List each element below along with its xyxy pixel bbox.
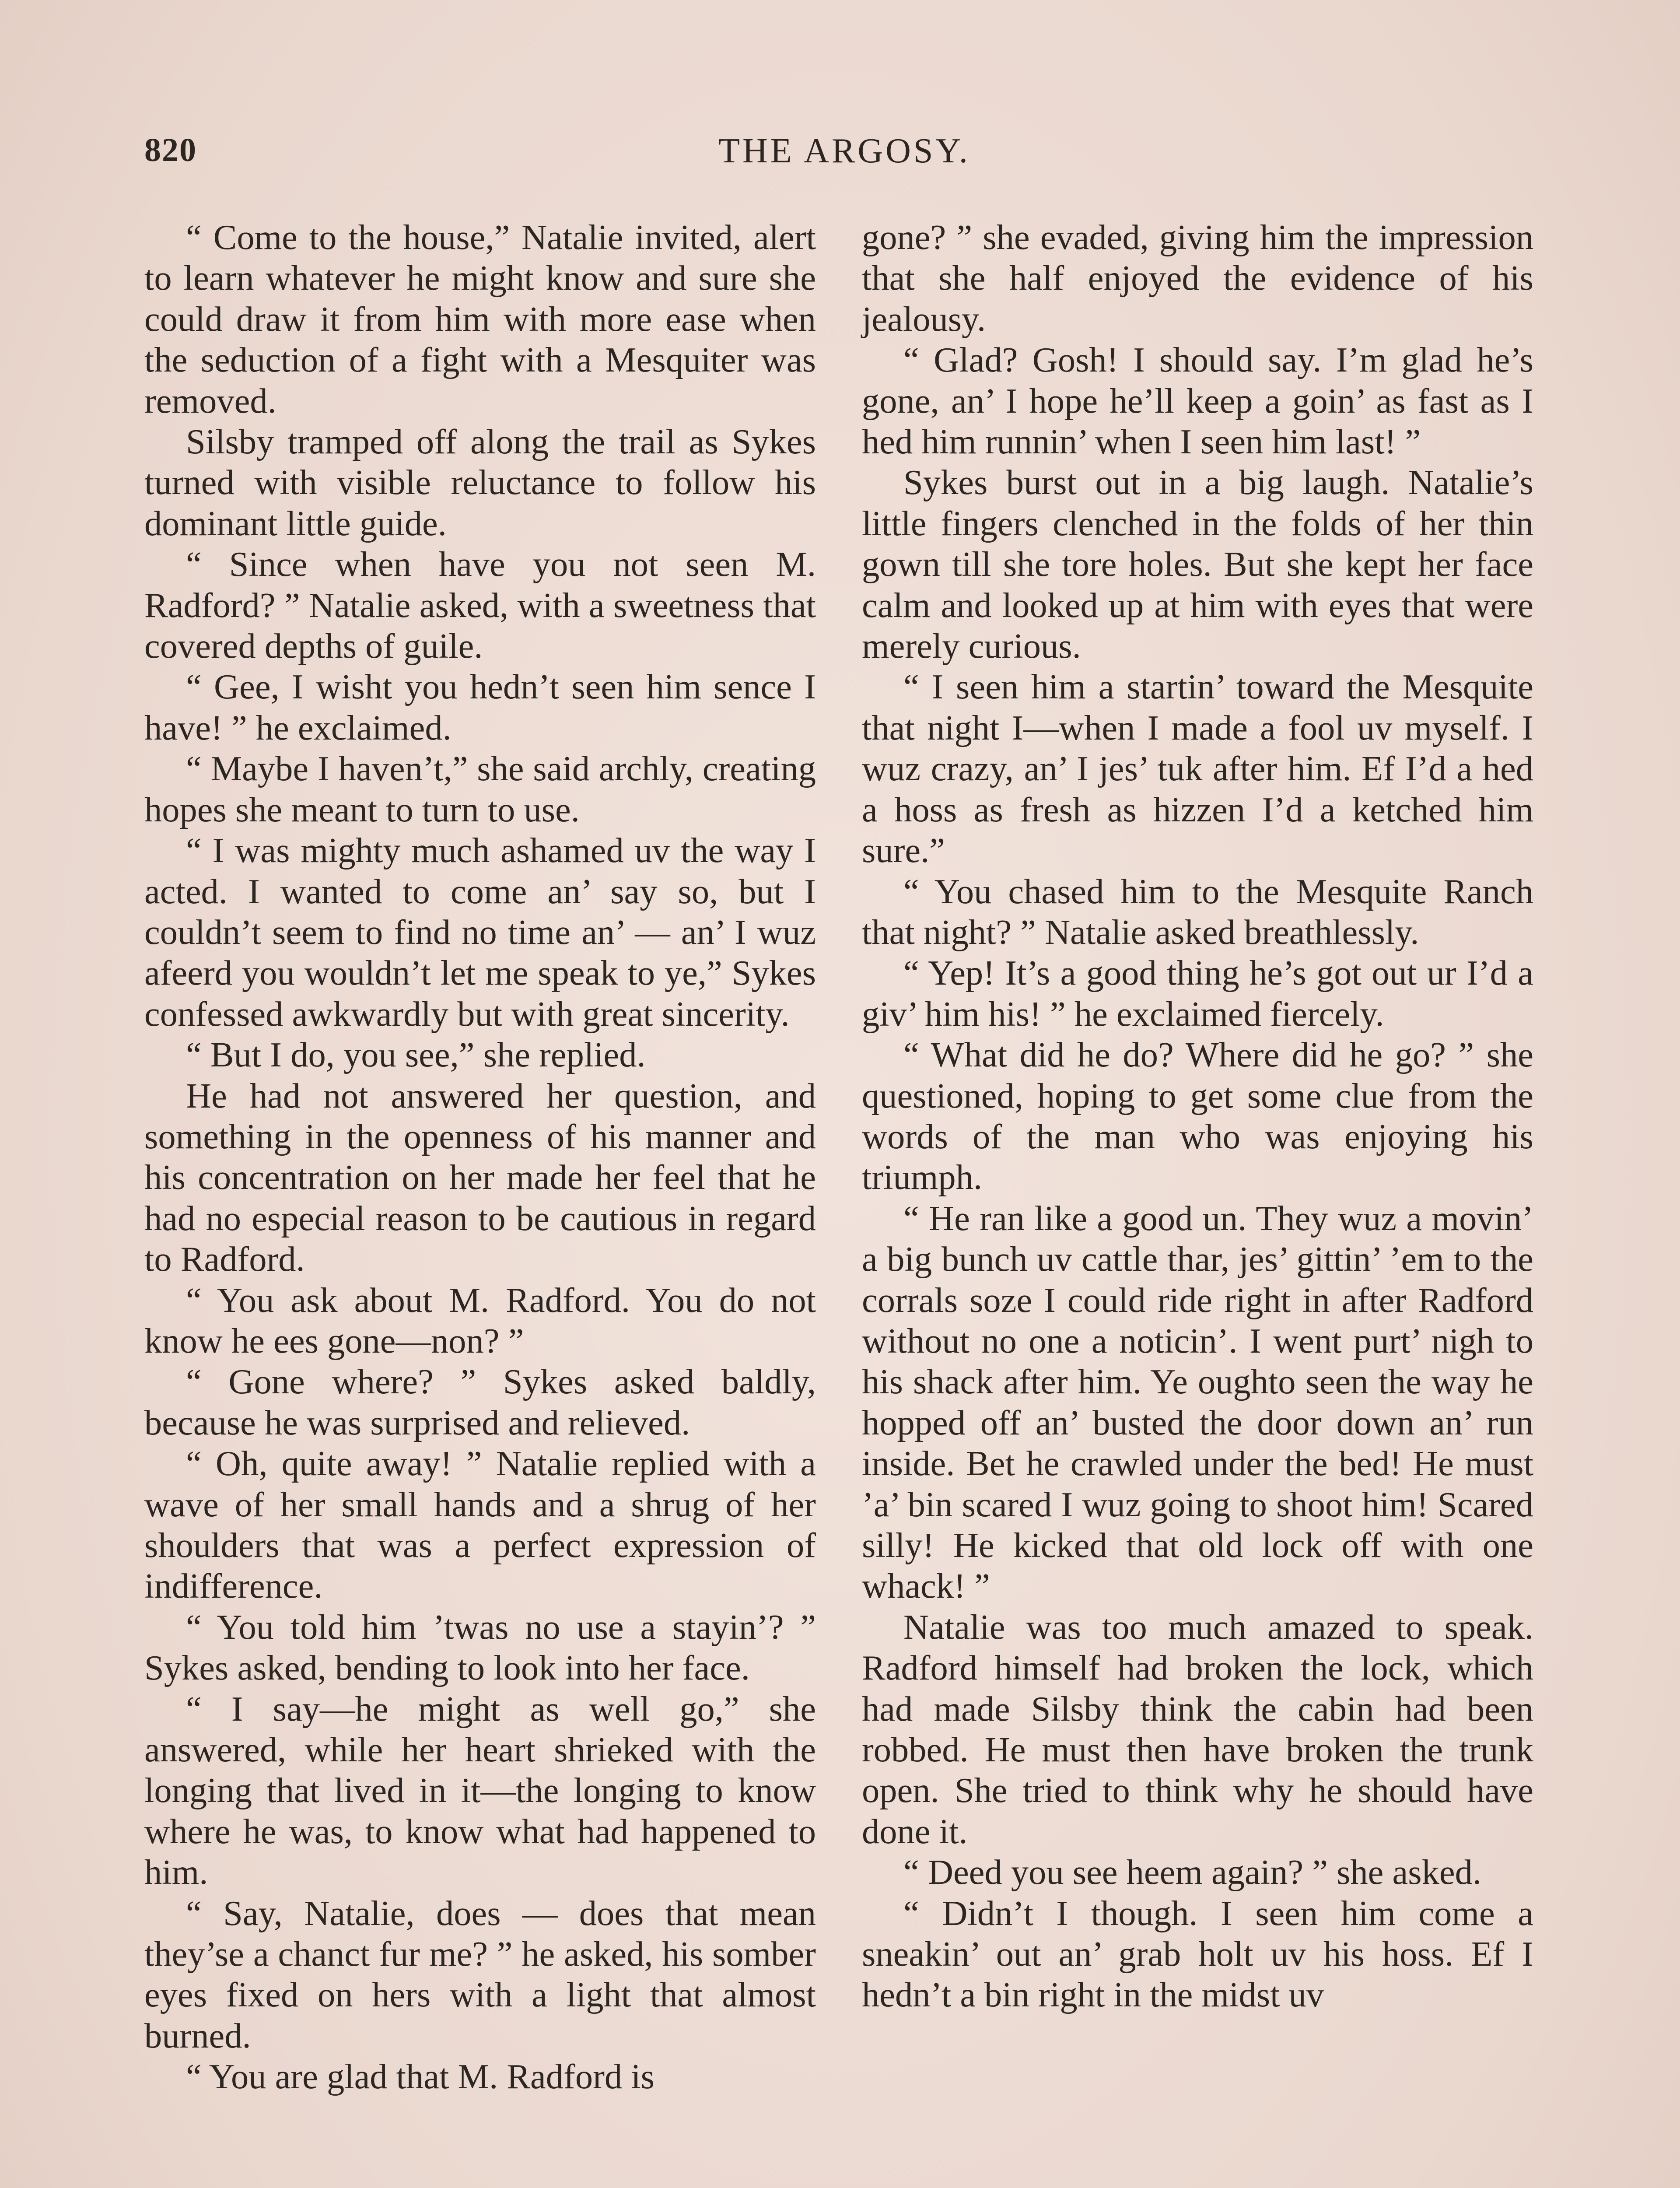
paragraph: “ Didn’t I though. I seen him come a sneakin’ out an’ grab holt uv his hoss. Ef I hedn’t a bin right in the midst uv [862, 1893, 1533, 2015]
paragraph: “ I was mighty much ashamed uv the way I acted. I wanted to come an’ say so, but I couldn’t seem to find no time an’ — an’ I wuz afeerd you wouldn’t let me speak to ye,” Sykes confessed awkwardly but with great sincerity. [144, 831, 816, 1034]
paragraph: “ You are glad that M. Radford is [186, 2057, 654, 2097]
paragraph: He had not answered her question, and something in the openness of his manner and his concentration on her made her feel that he had no especial reason to be cautious in regard to Radford. [144, 1076, 816, 1279]
text-column-right [862, 217, 1533, 2016]
paragraph: “ Deed you see heem again? ” she asked. [903, 1853, 1481, 1892]
paragraph: “ Gone where? ” Sykes asked baldly, because he was surprised and relieved. [144, 1362, 816, 1442]
paragraph: “ I say—he might as well go,” she answered, while her heart shrieked with the longing that lived in it—the longing to know where he was, to know what had happened to him. [144, 1689, 816, 1892]
paragraph: “ Oh, quite away! ” Natalie replied with a wave of her small hands and a shrug of her shoulders that was a perfect expression of indifference. [144, 1444, 816, 1606]
paragraph: “ Gee, I wisht you hedn’t seen him sence I have! ” he exclaimed. [144, 667, 816, 747]
paragraph: “ Maybe I haven’t,” she said archly, creating hopes she meant to turn to use. [144, 749, 816, 829]
paragraph: “ What did he do? Where did he go? ” she questioned, hoping to get some clue from the words of the man who was enjoying his triumph. [862, 1035, 1533, 1197]
paragraph: “ Come to the house,” Natalie invited, alert to learn whatever he might know and sure she could draw it from him with more ease when the seduction of a fight with a Mesquiter was removed. [144, 218, 816, 421]
paragraph: Silsby tramped off along the trail as Sykes turned with visible reluctance to follow his dominant little guide. [144, 422, 816, 543]
paragraph: “ But I do, you see,” she replied. [186, 1035, 646, 1075]
paragraph: “ Glad? Gosh! I should say. I’m glad he’s gone, an’ I hope he’ll keep a goin’ as fast as I hed him runnin’ when I seen him last! ” [862, 340, 1533, 462]
text-column-left [144, 217, 816, 2097]
page-number: 820 [144, 132, 197, 168]
paragraph: “ You ask about M. Radford. You do not know he ees gone—non? ” [144, 1280, 816, 1360]
paragraph: “ You chased him to the Mesquite Ranch that night? ” Natalie asked breathlessly. [862, 872, 1533, 952]
paragraph: Natalie was too much amazed to speak. Radford himself had broken the lock, which had made Silsby think the cabin had been robbed. He must then have broken the trunk open. She tried to think why he should have done it. [862, 1607, 1533, 1851]
paragraph: “ You told him ’twas no use a stayin’? ” Sykes asked, bending to look into her face. [144, 1607, 816, 1688]
paragraph-continued: gone? ” she evaded, giving him the impression that she half enjoyed the evidence of his jealousy. [862, 218, 1533, 339]
page-header [144, 131, 1544, 188]
paragraph: “ He ran like a good un. They wuz a movin’ a big bunch uv cattle thar, jes’ gittin’ ’em to the corrals soze I could ride right in after Radford without no one a noticin’. I went purt’ nigh to his shack after him. Ye oughto seen the way he hopped off an’ busted the door down an’ run inside. Bet he crawled under the bed! He must ’a’ bin scared I wuz going to shoot him! Scared silly! He kicked that old lock off with one whack! ” [862, 1199, 1533, 1606]
paragraph: “ I seen him a startin’ toward the Mesquite that night I—when I made a fool uv myself. I wuz crazy, an’ I jes’ tuk after him. Ef I’d a hed a hoss as fresh as hizzen I’d a ketched him sure.” [862, 667, 1533, 870]
running-title: THE ARGOSY. [718, 132, 970, 170]
paragraph: “ Yep! It’s a good thing he’s got out ur I’d a giv’ him his! ” he exclaimed fiercely. [862, 954, 1533, 1034]
paragraph: Sykes burst out in a big laugh. Natalie’s little fingers clenched in the folds of her thin gown till she tore holes. But she kept her face calm and looked up at him with eyes that were merely curious. [862, 463, 1533, 666]
paragraph: “ Since when have you not seen M. Radford? ” Natalie asked, with a sweetness that covered depths of guile. [144, 545, 816, 666]
paragraph: “ Say, Natalie, does — does that mean they’se a chanct fur me? ” he asked, his somber eyes fixed on hers with a light that almost burned. [144, 1893, 816, 2055]
